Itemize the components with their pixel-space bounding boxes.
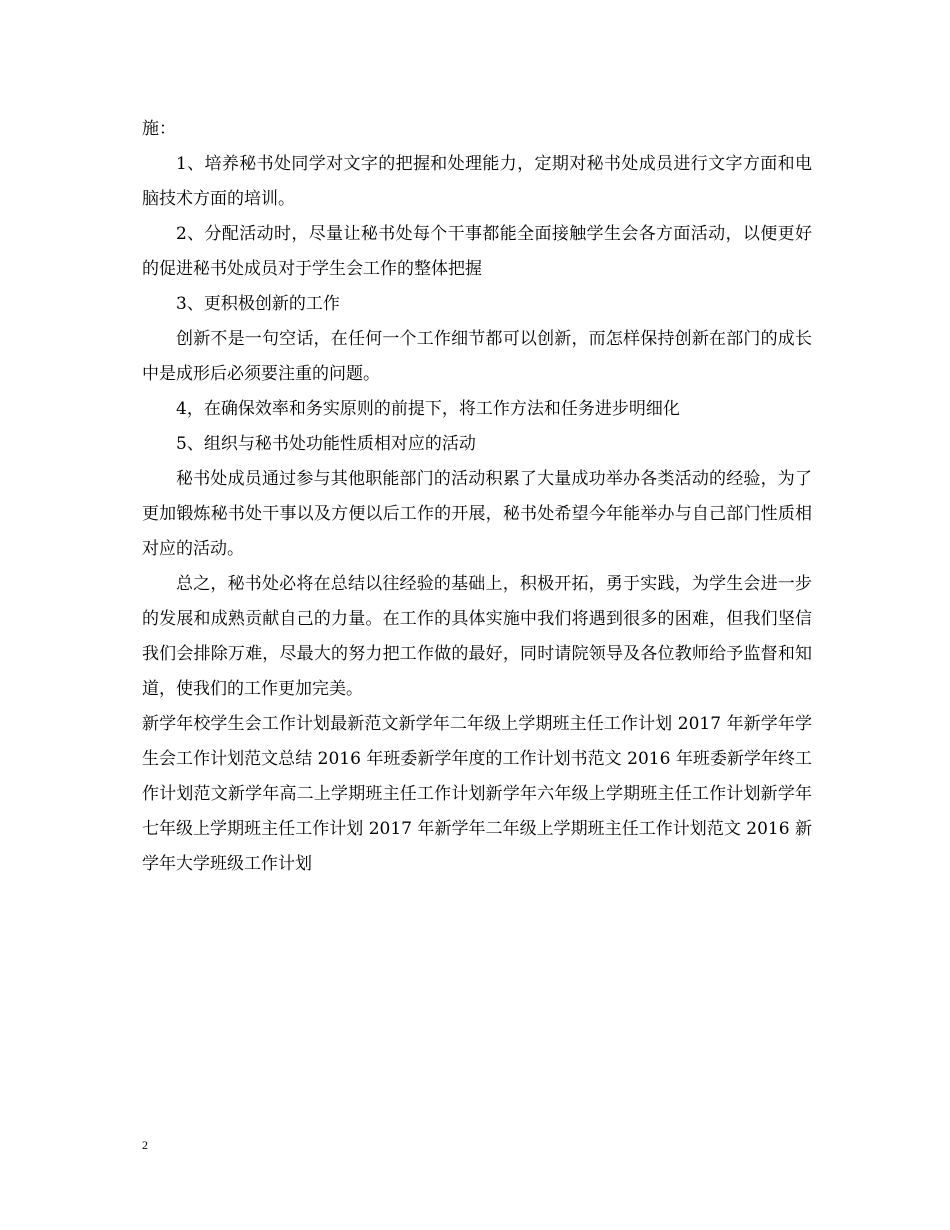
paragraph-1: 1、培养秘书处同学对文字的把握和处理能力，定期对秘书处成员进行文字方面和电脑技术方面的培训。 xyxy=(142,154,812,209)
paragraph-6: 5、组织与秘书处功能性质相对应的活动 xyxy=(176,434,476,454)
paragraph-8: 总之，秘书处必将在总结以往经验的基础上，积极开拓，勇于实践，为学生会进一步的发展和成熟贡献自己的力量。在工作的具体实施中我们将遇到很多的困难，但我们坚信我们会排除万难，尽最大的努力把工作做的最好，同时请院领导及各位教师给予监督和知道，使我们的工作更加完美。 xyxy=(142,574,812,699)
paragraph-7: 秘书处成员通过参与其他职能部门的活动积累了大量成功举办各类活动的经验，为了更加锻炼秘书处干事以及方便以后工作的开展，秘书处希望今年能举办与自己部门性质相对应的活动。 xyxy=(142,469,812,559)
paragraph-2: 2、分配活动时，尽量让秘书处每个干事都能全面接触学生会各方面活动，以便更好的促进秘书处成员对于学生会工作的整体把握 xyxy=(142,224,812,279)
document-body xyxy=(142,112,812,882)
related-links-paragraph: 新学年校学生会工作计划最新范文新学年二年级上学期班主任工作计划 2017 年新学年学生会工作计划范文总结 2016 年班委新学年度的工作计划书范文 2016 年班委新学年终工作计划范文新学年高二上学期班主任工作计划新学年六年级上学期班主任工作计划新学年七年级上学期班主任工作计划 2017 年新学年二年级上学期班主任工作计划范文 2016 新学年大学班级工作计划 xyxy=(142,714,812,874)
page-number: 2 xyxy=(142,1138,148,1152)
paragraph-3: 3、更积极创新的工作 xyxy=(176,294,340,314)
paragraph-0: 施： xyxy=(142,119,176,139)
paragraph-5: 4，在确保效率和务实原则的前提下，将工作方法和任务进步明细化 xyxy=(176,399,680,419)
paragraph-4: 创新不是一句空话，在任何一个工作细节都可以创新，而怎样保持创新在部门的成长中是成形后必须要注重的问题。 xyxy=(142,329,812,384)
